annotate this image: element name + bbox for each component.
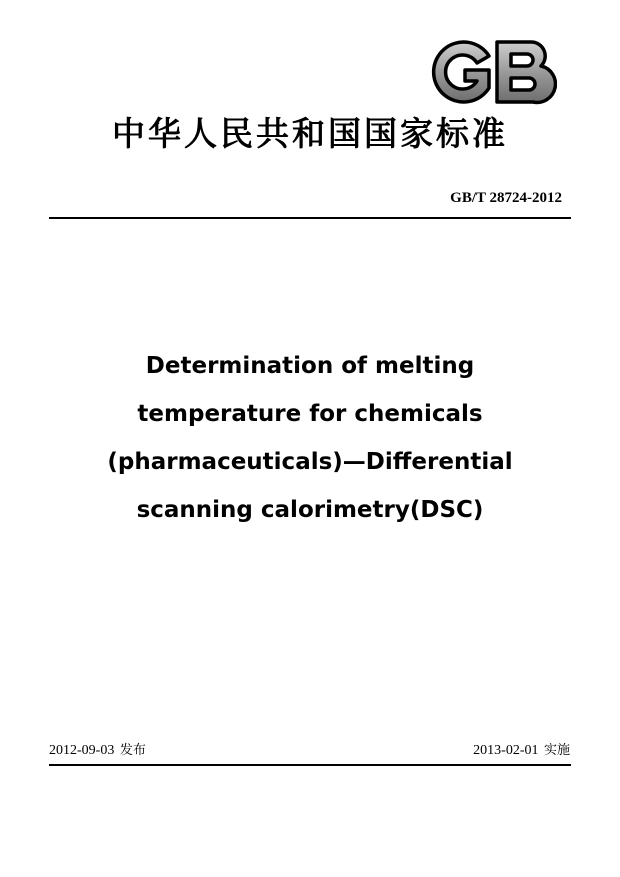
issue-date: 2012-09-03 [49, 743, 115, 758]
issue-label: 发布 [119, 743, 146, 758]
standard-number: GB/T 28724-2012 [450, 190, 562, 206]
gb-logo-g-shape [434, 42, 489, 102]
effective-date: 2013-02-01 [473, 743, 539, 758]
bottom-divider [49, 764, 571, 766]
effective-date-block [473, 742, 570, 760]
top-divider [49, 217, 571, 219]
document-title-line: scanning calorimetry(DSC) [136, 497, 484, 523]
effective-label: 实施 [543, 743, 570, 758]
issue-date-block [49, 742, 146, 760]
document-title-line: Determination of melting [145, 353, 475, 379]
document-title-line: temperature for chemicals [137, 401, 483, 427]
document-title [40, 342, 580, 534]
gb-logo [427, 38, 557, 106]
organization-title: 中华人民共和国国家标准 [112, 114, 508, 153]
document-title-line: (pharmaceuticals)—Differential [107, 449, 513, 475]
gb-logo-b-shape [497, 42, 555, 102]
